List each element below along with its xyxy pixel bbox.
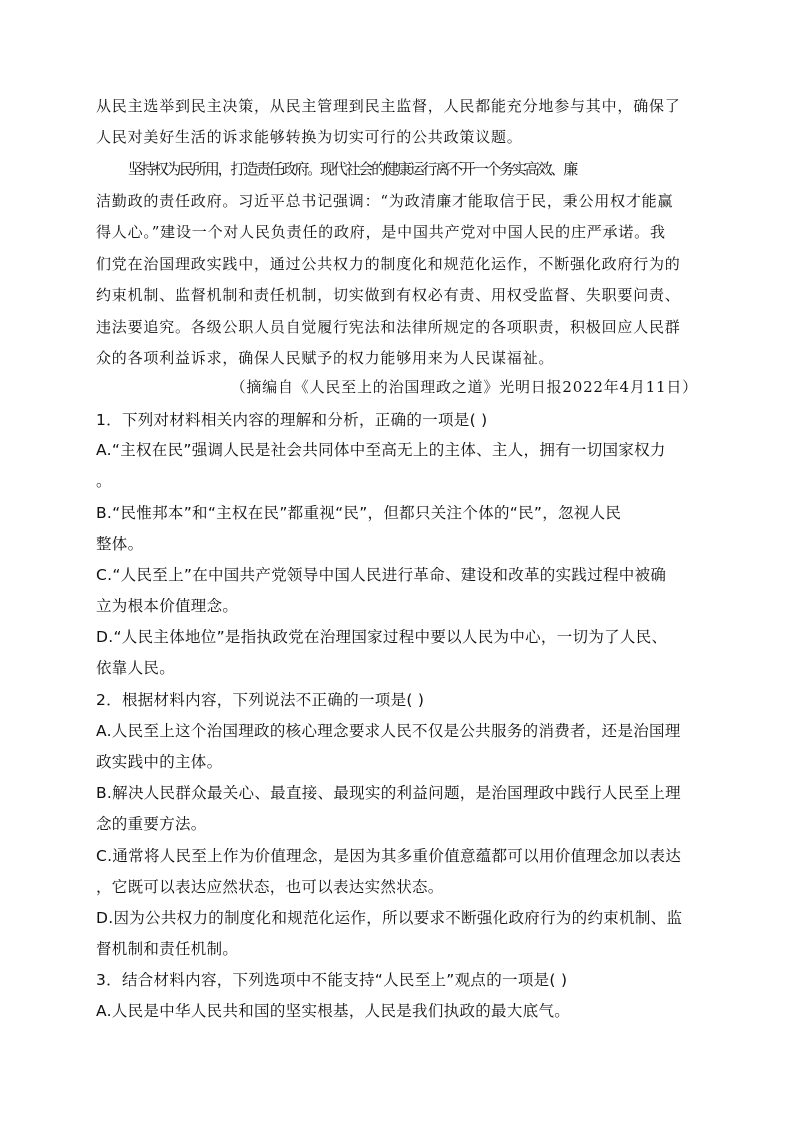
passage-line: 们党在治国理政实践中，通过公共权力的制度化和规范化运作，不断强化政府行为的	[96, 255, 681, 273]
q2-option-d: D.因为公共权力的制度化和规范化运作，所以要求不断强化政府行为的约束机制、监	[96, 909, 683, 927]
q1-option-b: B.“民惟邦本”和“主权在民”都重视“民”，但都只关注个体的“民”，忽视人民	[96, 504, 622, 522]
q3-option-a: A.人民是中华人民共和国的坚实根基，人民是我们执政的最大底气。	[96, 1002, 571, 1020]
q2-option-a: A.人民至上这个治国理政的核心理念要求人民不仅是公共服务的消费者，还是治国理	[96, 722, 681, 740]
source-citation: （摘编自《人民至上的治国理政之道》光明日报2022年4月11日）	[230, 378, 698, 396]
q2-option-c-cont: ，它既可以表达应然状态，也可以表达实然状态。	[96, 878, 444, 896]
q2-option-a-cont: 政实践中的主体。	[96, 753, 223, 771]
passage-line: 得人心。”建设一个对人民负责任的政府，是中国共产党对中国人民的庄严承诺。我	[96, 223, 666, 241]
q1-option-b-cont: 整体。	[96, 535, 144, 553]
q2-option-b: B.解决人民群众最关心、最直接、最现实的利益问题，是治国理政中践行人民至上理	[96, 784, 681, 802]
q1-option-c: C.“人民至上”在中国共产党领导中国人民进行革命、建设和改革的实践过程中被确	[96, 566, 667, 584]
q1-option-a-cont: 。	[96, 472, 112, 490]
q2-option-c: C.通常将人民至上作为价值理念，是因为其多重价值意蕴都可以用价值理念加以表达	[96, 847, 682, 865]
question-3-stem: 3．结合材料内容，下列选项中不能支持“人民至上”观点的一项是( )	[96, 971, 568, 989]
passage-line: 违法要追究。各级公职人员自觉履行宪法和法律所规定的各项职责，积极回应人民群	[96, 318, 681, 336]
q2-option-d-cont: 督机制和责任机制。	[96, 940, 239, 958]
q1-option-d: D.“人民主体地位”是指执政党在治理国家过程中要以人民为中心，一切为了人民、	[96, 628, 668, 646]
passage-line: 人民对美好生活的诉求能够转换为切实可行的公共政策议题。	[96, 128, 523, 146]
passage-line: 从民主选举到民主决策，从民主管理到民主监督，人民都能充分地参与其中，确保了	[96, 97, 681, 115]
question-2-stem: 2．根据材料内容，下列说法不正确的一项是( )	[96, 691, 425, 709]
passage-line: 约束机制、监督机制和责任机制，切实做到有权必有责、用权受监督、失职要问责、	[96, 286, 681, 304]
passage-line: 众的各项利益诉求，确保人民赋予的权力能够用来为人民谋福祉。	[96, 349, 555, 367]
passage-line: 洁勤政的责任政府。习近平总书记强调：“为政清廉才能取信于民，秉公用权才能赢	[96, 192, 674, 210]
question-1-stem: 1．下列对材料相关内容的理解和分析，正确的一项是( )	[96, 411, 488, 429]
q2-option-b-cont: 念的重要方法。	[96, 815, 207, 833]
q1-option-a: A.“主权在民”强调人民是社会共同体中至高无上的主体、主人，拥有一切国家权力	[96, 441, 666, 459]
q1-option-d-cont: 依靠人民。	[96, 659, 176, 677]
passage-line: 坚持权为民所用，打造责任政府。现代社会的健康运行离不开一个务实高效、廉	[128, 160, 577, 178]
q1-option-c-cont: 立为根本价值理念。	[96, 597, 239, 615]
